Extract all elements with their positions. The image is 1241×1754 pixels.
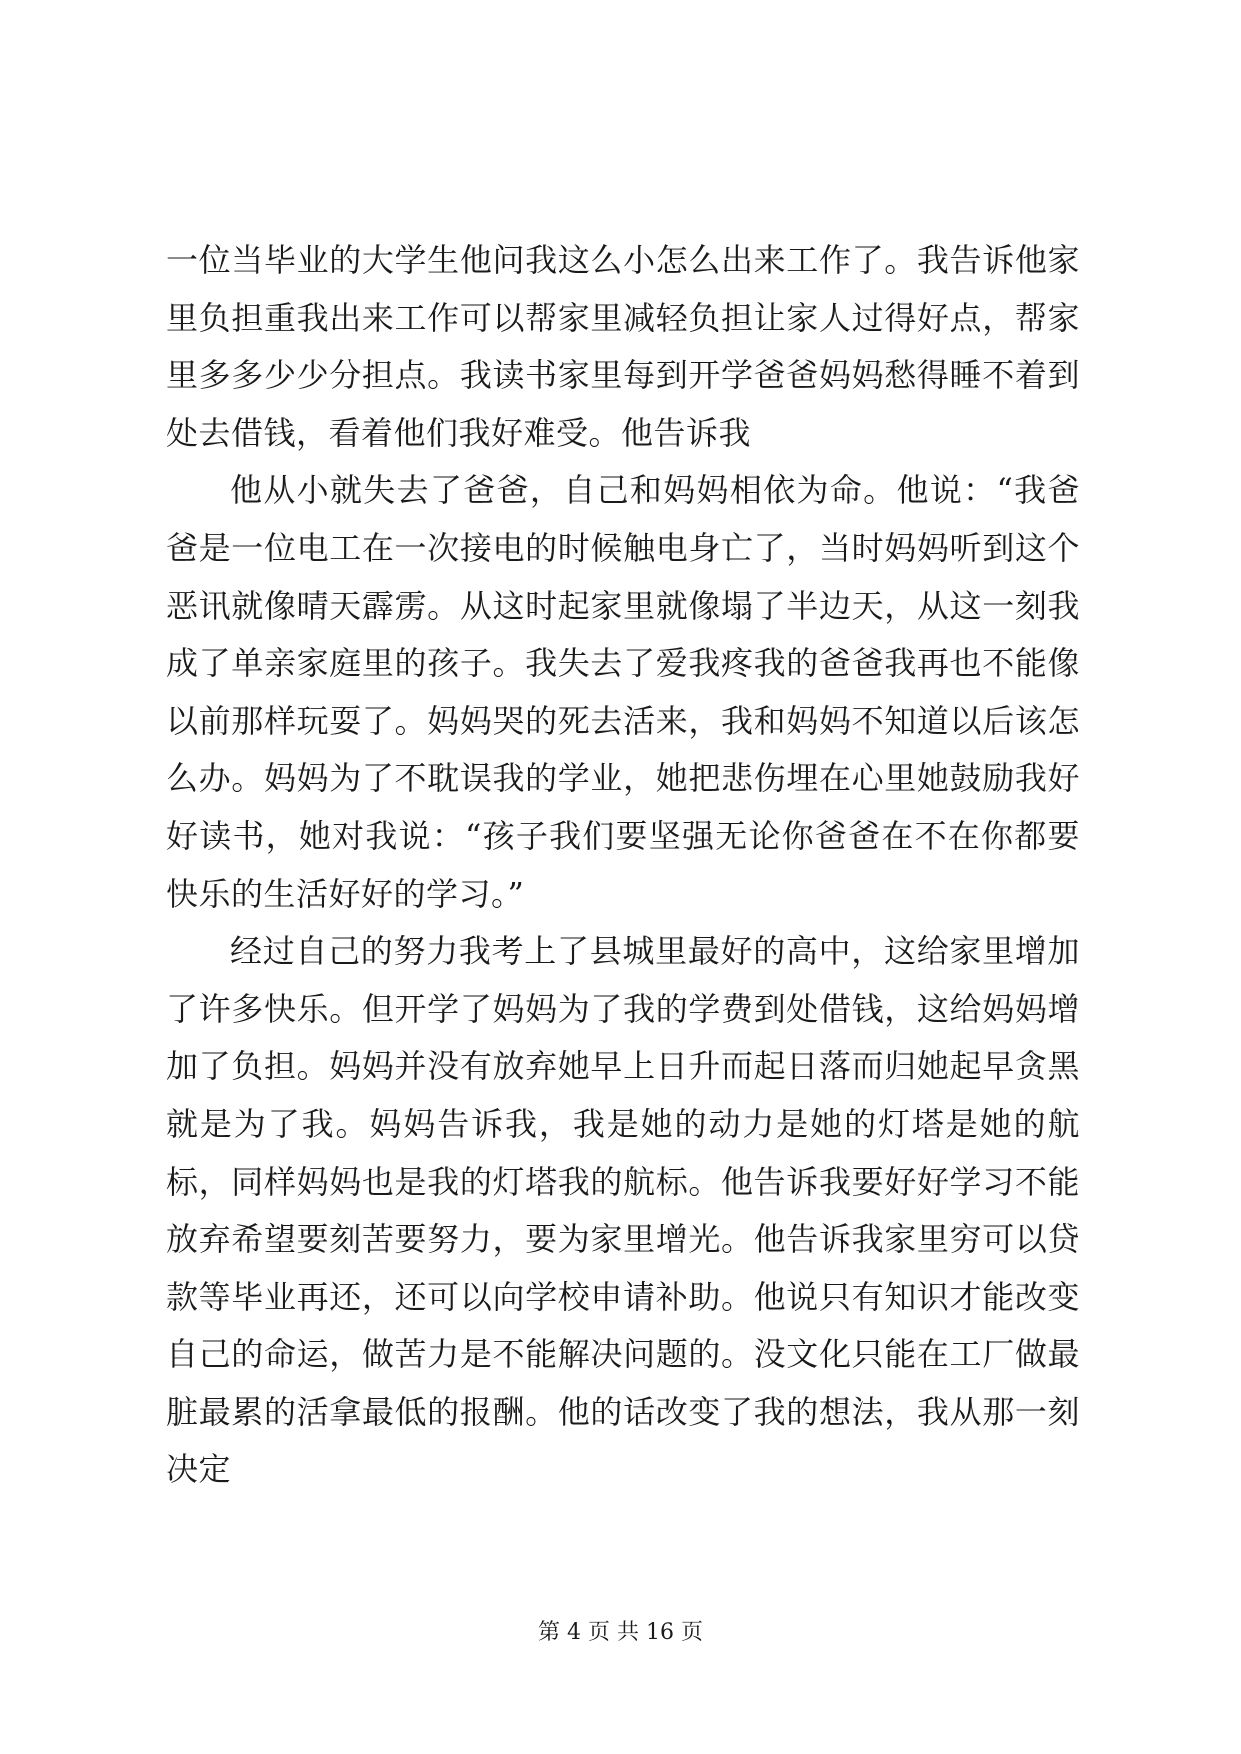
page-footer: 第 4 页 共 16 页	[538, 1620, 703, 1645]
paragraph-1: 一位当毕业的大学生他问我这么小怎么出来工作了。我告诉他家里负担重我出来工作可以帮家里减轻负担让家人过得好点，帮家里多多少少分担点。我读书家里每到开学爸爸妈妈愁得睡不着到处去借钱，看着他们我好难受。他告诉我	[166, 241, 1080, 452]
paragraph-3: 经过自己的努力我考上了县城里最好的高中，这给家里增加了许多快乐。但开学了妈妈为了我的学费到处借钱，这给妈妈增加了负担。妈妈并没有放弃她早上日升而起日落而归她起早贪黑就是为了我。妈妈告诉我，我是她的动力是她的灯塔是她的航标，同样妈妈也是我的灯塔我的航标。他告诉我要好好学习不能放弃希望要刻苦要努力，要为家里增光。他告诉我家里穷可以贷款等毕业再还，还可以向学校申请补助。他说只有知识才能改变自己的命运，做苦力是不能解决问题的。没文化只能在工厂做最脏最累的活拿最低的报酬。他的话改变了我的想法，我从那一刻决定	[166, 932, 1080, 1489]
body-text	[166, 232, 1080, 1499]
paragraph-2: 他从小就失去了爸爸，自己和妈妈相依为命。他说：“我爸爸是一位电工在一次接电的时候触电身亡了，当时妈妈听到这个恶讯就像晴天霹雳。从这时起家里就像塌了半边天，从这一刻我成了单亲家庭里的孩子。我失去了爱我疼我的爸爸我再也不能像以前那样玩耍了。妈妈哭的死去活来，我和妈妈不知道以后该怎么办。妈妈为了不耽误我的学业，她把悲伤埋在心里她鼓励我好好读书，她对我说：“孩子我们要坚强无论你爸爸在不在你都要快乐的生活好好的学习。”	[166, 471, 1080, 913]
